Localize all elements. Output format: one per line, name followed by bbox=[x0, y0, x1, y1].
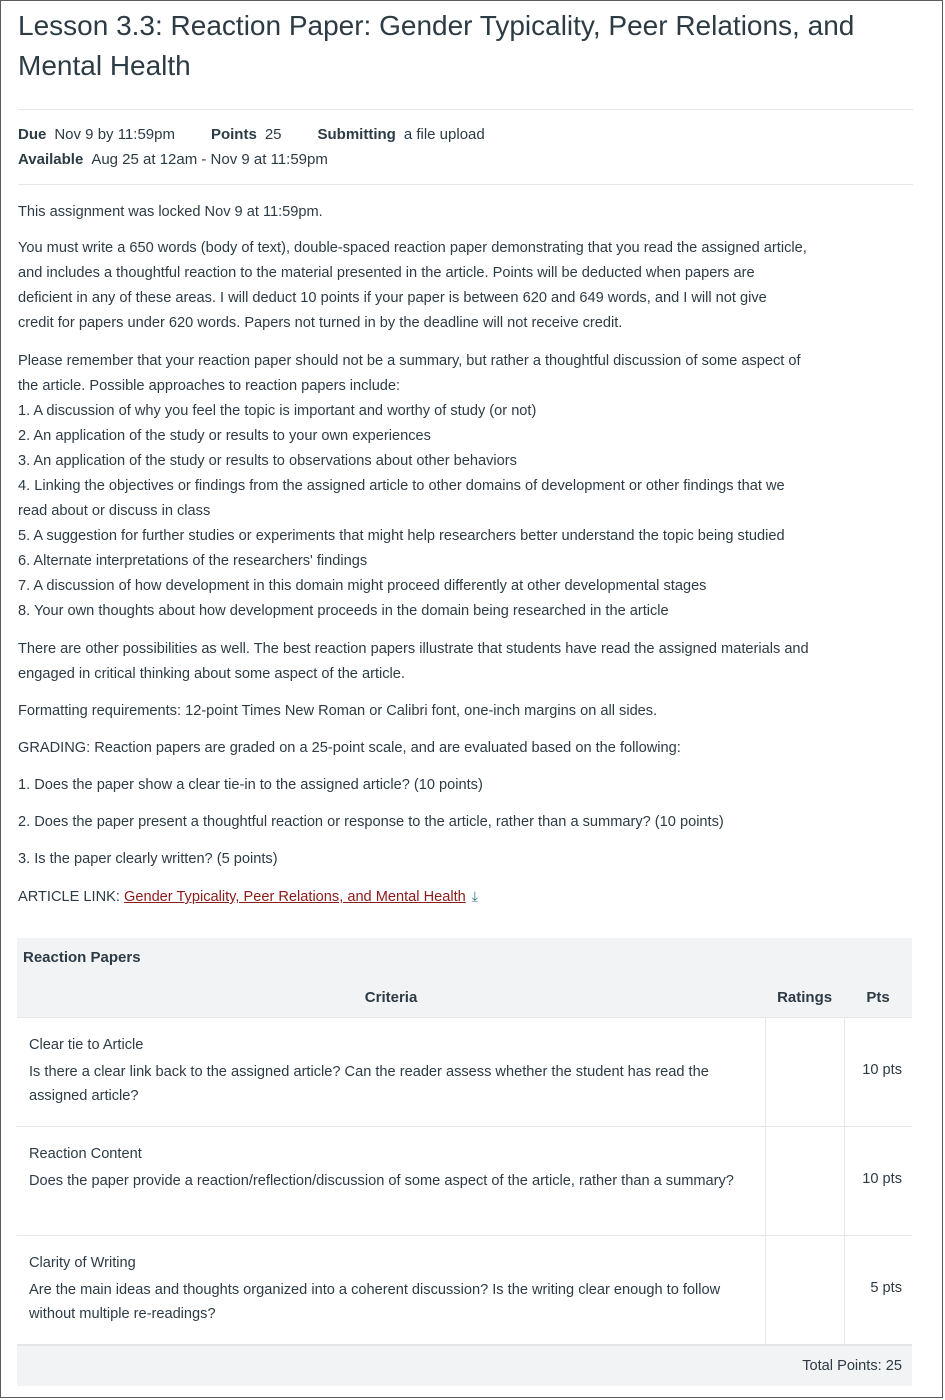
submitting-label: Submitting bbox=[317, 126, 396, 143]
criterion-points: 10 pts bbox=[862, 1171, 902, 1187]
text-line: There are other possibilities as well. The best reaction papers illustrate that students have read the assigned materials and bbox=[18, 641, 809, 657]
text-line: the article. Possible approaches to reaction papers include: bbox=[18, 378, 401, 394]
criterion-cell bbox=[17, 1236, 765, 1345]
due-value: Nov 9 by 11:59pm bbox=[54, 126, 175, 143]
ratings-cell bbox=[765, 1018, 844, 1127]
pts-header: Pts bbox=[844, 977, 912, 1018]
points-value: 25 bbox=[264, 126, 282, 143]
ratings-cell bbox=[765, 1127, 844, 1236]
criterion-cell bbox=[17, 1018, 765, 1127]
ratings-header: Ratings bbox=[765, 977, 844, 1018]
text-line: Please remember that your reaction paper should not be a summary, but rather a thoughtful discussion of some aspect of bbox=[18, 353, 801, 369]
available-label: Available bbox=[18, 151, 84, 168]
text-line: deficient in any of these areas. I will deduct 10 points if your paper is between 620 and 649 words, and I will not give bbox=[18, 290, 767, 306]
list-item: 8. Your own thoughts about how development proceeds in the domain being researched in the article bbox=[18, 603, 669, 619]
criterion-cell bbox=[17, 1127, 765, 1236]
points-cell bbox=[844, 1018, 912, 1127]
criterion-description: Are the main ideas and thoughts organized into a coherent discussion? Is the writing clear enough to follow without multiple re-readings? bbox=[29, 1282, 721, 1322]
list-item: 6. Alternate interpretations of the researchers' findings bbox=[18, 553, 368, 569]
page-title: Lesson 3.3: Reaction Paper: Gender Typicality, Peer Relations, and Mental Health bbox=[18, 10, 855, 81]
criterion-description: Does the paper provide a reaction/reflection/discussion of some aspect of the article, rather than a summary? bbox=[29, 1173, 734, 1189]
download-icon[interactable]: ⤓ bbox=[471, 888, 478, 904]
article-link-line bbox=[18, 884, 913, 910]
details-row-1 bbox=[18, 122, 913, 147]
assignment-page bbox=[18, 0, 913, 910]
intro-paragraph bbox=[18, 236, 913, 336]
available-value: Aug 25 at 12am - Nov 9 at 11:59pm bbox=[91, 151, 328, 168]
assignment-details bbox=[18, 122, 913, 172]
criterion-description: Is there a clear link back to the assigned article? Can the reader assess whether the student has read the assigned article? bbox=[29, 1064, 709, 1104]
text-line: read about or discuss in class bbox=[18, 503, 211, 519]
text-line: credit for papers under 620 words. Papers not turned in by the deadline will not receive credit. bbox=[18, 315, 623, 331]
approaches-paragraph bbox=[18, 349, 913, 624]
points-cell bbox=[844, 1127, 912, 1236]
rubric-row bbox=[17, 1236, 912, 1345]
criterion-points: 10 pts bbox=[862, 1062, 902, 1078]
text-line: and includes a thoughtful reaction to the material presented in the article. Points will be deducted when papers are bbox=[18, 265, 755, 281]
assignment-description bbox=[18, 200, 913, 910]
grading-item: 3. Is the paper clearly written? (5 points) bbox=[18, 851, 278, 867]
text-line: You must write a 650 words (body of text), double-spaced reaction paper demonstrating that you read the assigned article, bbox=[18, 240, 807, 256]
rubric-row bbox=[17, 1018, 912, 1127]
grading-intro: GRADING: Reaction papers are graded on a 25-point scale, and are evaluated based on the following: bbox=[18, 740, 681, 756]
article-link[interactable]: Gender Typicality, Peer Relations, and Mental Health bbox=[123, 889, 466, 905]
other-paragraph bbox=[18, 637, 913, 687]
criterion-title: Clear tie to Article bbox=[29, 1037, 144, 1053]
grading-item: 1. Does the paper show a clear tie-in to the assigned article? (10 points) bbox=[18, 777, 483, 793]
due-label: Due bbox=[18, 126, 47, 143]
divider bbox=[18, 184, 913, 185]
details-row-2 bbox=[18, 147, 913, 172]
submitting-value: a file upload bbox=[403, 126, 485, 143]
criterion-title: Reaction Content bbox=[29, 1146, 142, 1162]
list-item: 3. An application of the study or results to observations about other behaviors bbox=[18, 453, 517, 469]
rubric-title: Reaction Papers bbox=[17, 938, 912, 977]
list-item: 1. A discussion of why you feel the topic is important and worthy of study (or not) bbox=[18, 403, 537, 419]
divider bbox=[18, 109, 913, 110]
rubric bbox=[17, 938, 912, 1386]
criterion-points: 5 pts bbox=[870, 1280, 902, 1296]
rubric-header-row bbox=[17, 977, 912, 1018]
list-item: 2. An application of the study or results to your own experiences bbox=[18, 428, 431, 444]
list-item: 5. A suggestion for further studies or experiments that might help researchers better understand the topic being studied bbox=[18, 528, 785, 544]
text-line: engaged in critical thinking about some aspect of the article. bbox=[18, 666, 405, 682]
article-link-label: ARTICLE LINK: bbox=[18, 889, 124, 905]
list-item: 4. Linking the objectives or findings from the assigned article to other domains of development or other findings that we bbox=[18, 478, 785, 494]
criteria-header: Criteria bbox=[17, 977, 765, 1018]
rubric-row bbox=[17, 1127, 912, 1236]
ratings-cell bbox=[765, 1236, 844, 1345]
criterion-title: Clarity of Writing bbox=[29, 1255, 136, 1271]
locked-notice: This assignment was locked Nov 9 at 11:59pm. bbox=[18, 204, 323, 220]
points-label: Points bbox=[210, 126, 257, 143]
grading-item: 2. Does the paper present a thoughtful reaction or response to the article, rather than a summary? (10 points) bbox=[18, 814, 724, 830]
rubric-table bbox=[17, 977, 912, 1345]
list-item: 7. A discussion of how development in this domain might proceed differently at other developmental stages bbox=[18, 578, 707, 594]
formatting-requirements: Formatting requirements: 12-point Times New Roman or Calibri font, one-inch margins on all sides. bbox=[18, 703, 658, 719]
points-cell bbox=[844, 1236, 912, 1345]
total-points: Total Points: 25 bbox=[17, 1345, 912, 1386]
